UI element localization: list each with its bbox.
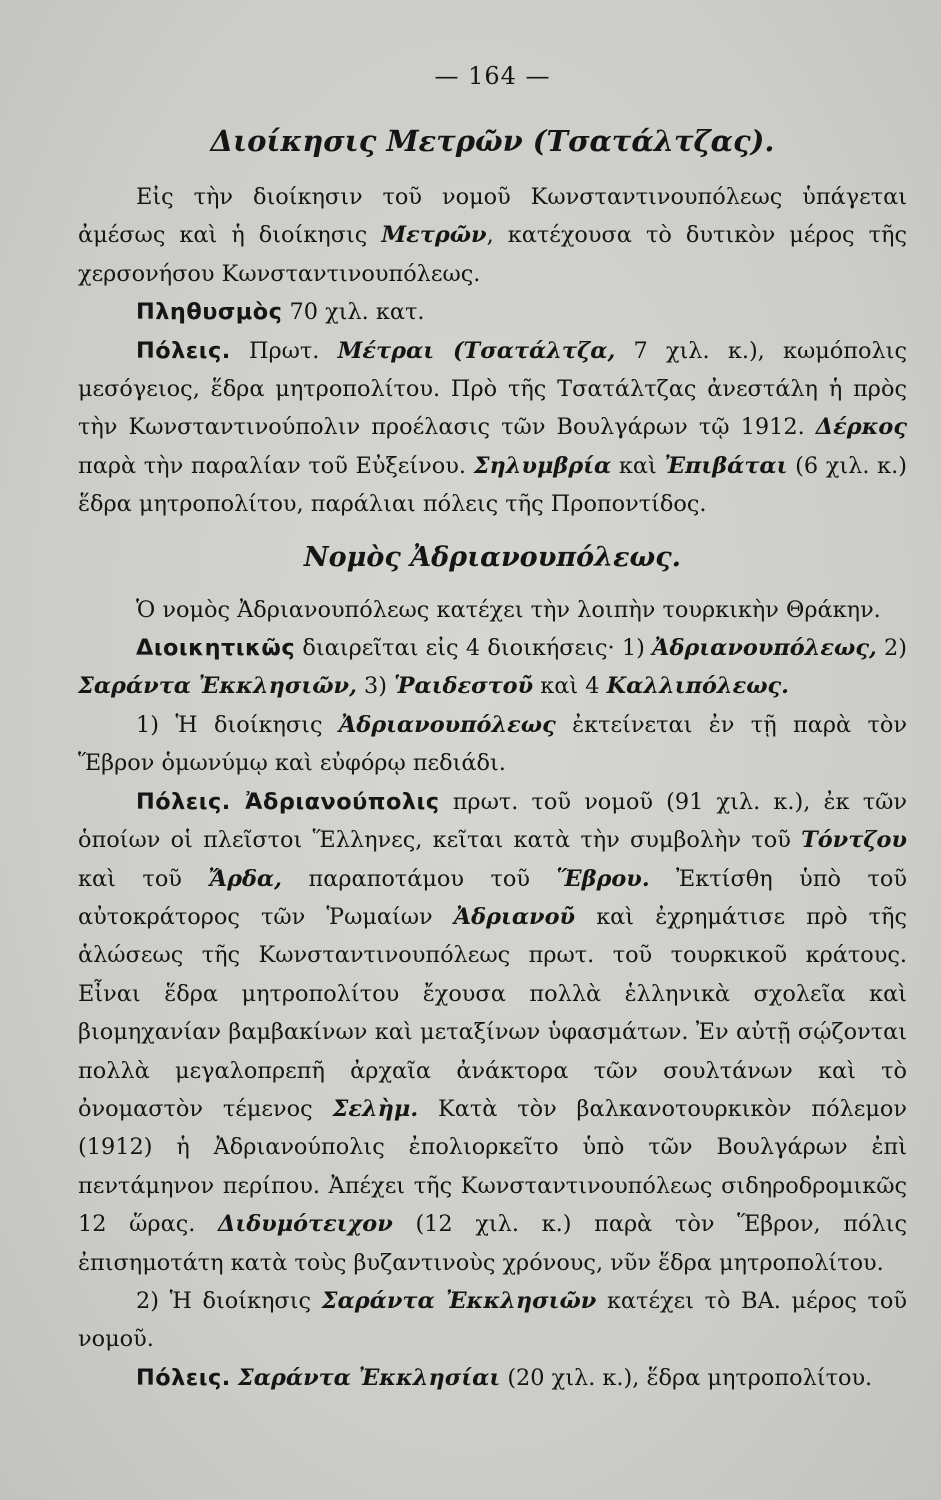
place-name: Τόντζου: [801, 827, 907, 854]
term-cities-adrianople: Πόλεις. Ἀδριανούπολις: [136, 788, 440, 815]
place-name: Ῥαιδεστοῦ: [394, 673, 534, 700]
term-cities: Πόλεις.: [136, 337, 231, 364]
place-name: Σηλυμβρία: [473, 452, 612, 479]
paragraph-administrative: Διοικητικῶς διαιρεῖται εἰς 4 διοικήσεις· 1) Ἀδριανουπόλεως, 2) Σαράντα Ἐκκλησιῶν, 3) Ῥαιδεστοῦ καὶ 4 Καλλιπόλεως.: [78, 635, 907, 700]
place-name: Δέρκος: [815, 414, 907, 441]
place-name: Καλλιπόλεως.: [606, 673, 789, 700]
section-heading-metron: Διοίκησις Μετρῶν (Τσατάλτζας).: [210, 124, 775, 158]
place-name: Μέτραι (Τσατάλτζα,: [337, 337, 616, 364]
page-number: — 164 —: [434, 62, 551, 90]
term-population: Πληθυσμὸς: [136, 299, 283, 326]
paragraph-nomos: Ὁ νομὸς Ἀδριανουπόλεως κατέχει τὴν λοιπὴν τουρκικὴν Θράκην.: [136, 596, 881, 623]
place-name: Σαράντα Ἐκκλησίαι: [237, 1364, 501, 1391]
place-name: Ἀδριανουπόλεως: [338, 711, 556, 738]
place-name: Σελὴμ.: [332, 1095, 419, 1122]
place-name: Ἀδριανουπόλεως,: [652, 635, 877, 662]
paragraph-cities-saranta: Πόλεις. Σαράντα Ἐκκλησίαι (20 χιλ. κ.), ἕδρα μητροπολίτου.: [136, 1364, 873, 1391]
term-administratively: Διοικητικῶς: [136, 635, 296, 662]
paragraph-intro: Εἰς τὴν διοίκησιν τοῦ νομοῦ Κωνσταντινουπόλεως ὑπάγεται ἀμέσως καὶ ἡ διοίκησις Μετρῶν, κατέχουσα τὸ δυτικὸν μέρος τῆς χερσονήσου Κωνσταντινουπόλεως.: [78, 184, 907, 287]
place-name: Ἄρδα,: [208, 865, 282, 892]
place-name: Σαράντα Ἐκκλησιῶν,: [78, 673, 357, 700]
place-name: Σαράντα Ἐκκλησιῶν: [321, 1287, 597, 1314]
place-name: Ἀδριανοῦ: [453, 903, 576, 930]
paragraph-cities-metron: Πόλεις. Πρωτ. Μέτραι (Τσατάλτζα, 7 χιλ. κ.), κωμόπολις μεσόγειος, ἕδρα μητροπολίτου. Πρὸ τῆς Τσατάλτζας ἀνεστάλη ἡ πρὸς τὴν Κωνσταντινούπολιν προέλασις τῶν Βουλγάρων τῷ 1912. Δέρκος παρὰ τὴν παραλίαν τοῦ Εὐξείνου. Σηλυμβρία καὶ Ἐπιβάται (6 χιλ. κ.) ἕδρα μητροπολίτου, παράλιαι πόλεις τῆς Προποντίδος.: [78, 337, 907, 518]
paragraph-cities-adrianople: Πόλεις. Ἀδριανούπολις πρωτ. τοῦ νομοῦ (91 χιλ. κ.), ἐκ τῶν ὁποίων οἱ πλεῖστοι Ἕλληνες, κεῖται κατὰ τὴν συμβολὴν τοῦ Τόντζου καὶ τοῦ Ἄρδα, παραποτάμου τοῦ Ἕβρου. Ἐκτίσθη ὑπὸ τοῦ αὐτοκράτορος τῶν Ῥωμαίων Ἀδριανοῦ καὶ ἐχρημάτισε πρὸ τῆς ἁλώσεως τῆς Κωνσταντινουπόλεως πρωτ. τοῦ τουρκικοῦ κράτους. Εἶναι ἕδρα μητροπολίτου ἔχουσα πολλὰ ἑλληνικὰ σχολεῖα καὶ βιομηχανίαν βαμβακίνων καὶ μεταξίνων ὑφασμάτων. Ἐν αὐτῇ σῴζονται πολλὰ μεγαλοπρεπῆ ἀρχαῖα ἀνάκτορα τῶν σουλτάνων καὶ τὸ ὀνομαστὸν τέμενος Σελὴμ. Κατὰ τὸν βαλκανοτουρκικὸν πόλεμον (1912) ἡ Ἀδριανούπολις ἐπολιορκεῖτο ὑπὸ τῶν Βουλγάρων ἐπὶ πεντάμηνον περίπου. Ἀπέχει τῆς Κωνσταντινουπόλεως σιδηροδρομικῶς 12 ὥρας. Διδυμότειχον (12 χιλ. κ.) παρὰ τὸν Ἕβρον, πόλις ἐπισημοτάτη κατὰ τοὺς βυζαντινοὺς χρόνους, νῦν ἕδρα μητροπολίτου.: [78, 788, 908, 1276]
place-name: Ἕβρου.: [556, 865, 650, 892]
paragraph-saranta-admin: 2) Ἡ διοίκησις Σαράντα Ἐκκλησιῶν κατέχει τὸ ΒΑ. μέρος τοῦ νομοῦ.: [78, 1287, 907, 1353]
place-name: Μετρῶν: [381, 222, 487, 249]
paragraph-population: Πληθυσμὸς 70 χιλ. κατ.: [136, 299, 425, 326]
place-name: Διδυμότειχον: [218, 1211, 393, 1238]
term-cities: Πόλεις.: [136, 1364, 231, 1391]
paragraph-adrianople-admin: 1) Ἡ διοίκησις Ἀδριανουπόλεως ἐκτείνεται ἐν τῇ παρὰ τὸν Ἕβρον ὁμωνύμῳ καὶ εὐφόρῳ πεδιάδι.: [78, 711, 907, 777]
place-name: Ἐπιβάται: [664, 452, 788, 479]
section-heading-adrianople: Νομὸς Ἀδριανουπόλεως.: [303, 541, 682, 573]
